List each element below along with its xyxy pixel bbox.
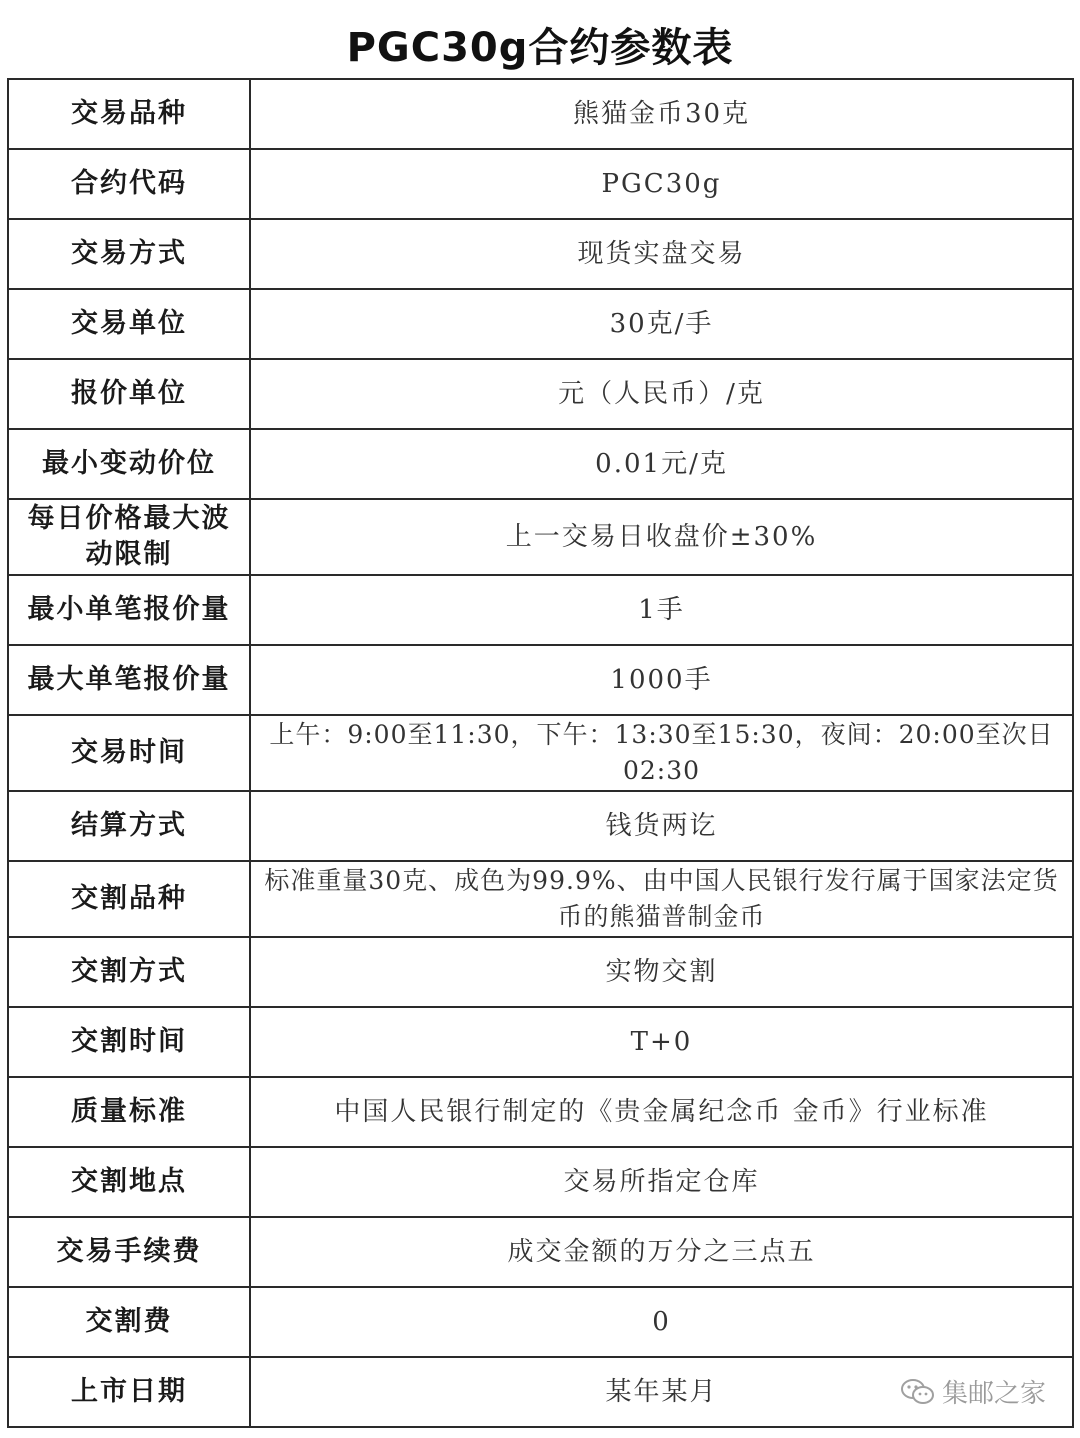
- row-label: 交割品种: [8, 861, 250, 937]
- table-row: [8, 1287, 1073, 1357]
- page-title: PGC30g合约参数表: [346, 25, 734, 71]
- table-row: [8, 861, 1073, 937]
- row-label: 合约代码: [8, 149, 250, 219]
- table-row: [8, 1077, 1073, 1147]
- row-value: 中国人民银行制定的《贵金属纪念币 金币》行业标准: [250, 1077, 1073, 1147]
- row-value: T+0: [250, 1007, 1073, 1077]
- table-row: [8, 289, 1073, 359]
- row-label: 交割方式: [8, 937, 250, 1007]
- row-value: 交易所指定仓库: [250, 1147, 1073, 1217]
- row-value: 0.01元/克: [250, 429, 1073, 499]
- row-value: 成交金额的万分之三点五: [250, 1217, 1073, 1287]
- table-row: [8, 149, 1073, 219]
- row-value: 1000手: [250, 645, 1073, 715]
- row-label: 交易单位: [8, 289, 250, 359]
- row-label: 报价单位: [8, 359, 250, 429]
- row-label: 交割时间: [8, 1007, 250, 1077]
- row-label: 交易方式: [8, 219, 250, 289]
- watermark: [900, 1373, 1046, 1410]
- row-label: 结算方式: [8, 791, 250, 861]
- row-value: 某年某月: [250, 1357, 1073, 1427]
- row-value: 实物交割: [250, 937, 1073, 1007]
- table-row: [8, 1147, 1073, 1217]
- table-row: [8, 499, 1073, 575]
- row-label: 质量标准: [8, 1077, 250, 1147]
- row-value: 标准重量30克、成色为99.9%、由中国人民银行发行属于国家法定货币的熊猫普制金币: [250, 861, 1073, 937]
- watermark-text: 集邮之家: [941, 1379, 1046, 1409]
- row-value: 上午：9:00至11:30，下午：13:30至15:30，夜间：20:00至次日02:30: [250, 715, 1073, 791]
- row-value: 30克/手: [250, 289, 1073, 359]
- table-row: [8, 715, 1073, 791]
- row-label: 交割费: [8, 1287, 250, 1357]
- table-row: [8, 429, 1073, 499]
- row-value: 1手: [250, 575, 1073, 645]
- table-row: [8, 1217, 1073, 1287]
- table-row: [8, 937, 1073, 1007]
- row-value: 0: [250, 1287, 1073, 1357]
- table-row: [8, 575, 1073, 645]
- wechat-icon: [900, 1377, 936, 1407]
- table-row: [8, 791, 1073, 861]
- row-value: PGC30g: [250, 149, 1073, 219]
- table-row: [8, 645, 1073, 715]
- table-row: [8, 219, 1073, 289]
- row-label: 交割地点: [8, 1147, 250, 1217]
- table-row: [8, 359, 1073, 429]
- row-value: 钱货两讫: [250, 791, 1073, 861]
- row-label: 上市日期: [8, 1357, 250, 1427]
- row-value: 现货实盘交易: [250, 219, 1073, 289]
- row-label: 最大单笔报价量: [8, 645, 250, 715]
- table-row: [8, 79, 1073, 149]
- row-label: 交易手续费: [8, 1217, 250, 1287]
- row-label: 每日价格最大波动限制: [8, 499, 250, 575]
- contract-parameters-table: [7, 78, 1074, 1428]
- row-label: 最小变动价位: [8, 429, 250, 499]
- row-value: 上一交易日收盘价±30%: [250, 499, 1073, 575]
- table-row: [8, 1007, 1073, 1077]
- row-value: 熊猫金币30克: [250, 79, 1073, 149]
- row-label: 交易品种: [8, 79, 250, 149]
- row-label: 交易时间: [8, 715, 250, 791]
- row-label: 最小单笔报价量: [8, 575, 250, 645]
- row-value: 元（人民币）/克: [250, 359, 1073, 429]
